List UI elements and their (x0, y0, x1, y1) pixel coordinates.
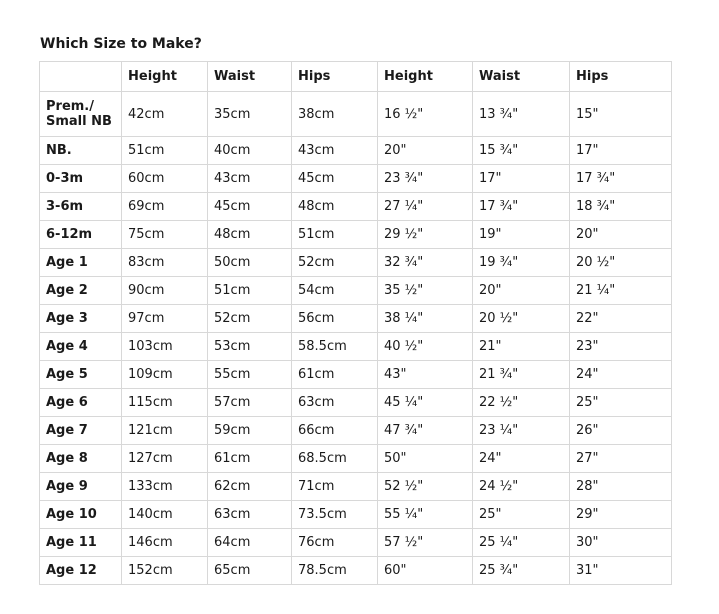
size-label: Age 12 (46, 563, 97, 578)
cell-hips-in: 22" (570, 305, 672, 333)
cell-hips-in: 29" (570, 501, 672, 529)
cell-waist-cm: 48cm (208, 221, 292, 249)
cell-hips-cm: 51cm (292, 221, 378, 249)
size-label: Age 10 (46, 507, 97, 522)
cell-waist-cm: 61cm (208, 445, 292, 473)
cell-hips-cm: 66cm (292, 417, 378, 445)
table-row (40, 557, 672, 585)
cell-hips-in: 27" (570, 445, 672, 473)
cell-waist-in: 19 ¾" (473, 249, 570, 277)
cell-waist-in: 17 ¾" (473, 193, 570, 221)
size-label: 6-12m (46, 227, 93, 242)
cell-height-in: 38 ¼" (378, 305, 473, 333)
table-row (40, 137, 672, 165)
cell-hips-in: 20 ½" (570, 249, 672, 277)
table-row (40, 473, 672, 501)
size-label: 3-6m (46, 199, 84, 214)
size-label: Age 4 (46, 339, 88, 354)
cell-height-cm: 127cm (122, 445, 208, 473)
cell-hips-cm: 71cm (292, 473, 378, 501)
size-label-cell (40, 557, 122, 585)
size-label-cell (40, 333, 122, 361)
cell-height-cm: 60cm (122, 165, 208, 193)
cell-height-in: 55 ¼" (378, 501, 473, 529)
table-row (40, 193, 672, 221)
cell-waist-cm: 51cm (208, 277, 292, 305)
cell-height-cm: 90cm (122, 277, 208, 305)
cell-height-in: 23 ¾" (378, 165, 473, 193)
header-size (40, 62, 122, 92)
cell-height-in: 43" (378, 361, 473, 389)
cell-hips-in: 23" (570, 333, 672, 361)
size-label: Age 1 (46, 255, 88, 270)
table-row (40, 305, 672, 333)
cell-height-in: 16 ½" (378, 92, 473, 137)
cell-waist-cm: 65cm (208, 557, 292, 585)
size-label-cell (40, 305, 122, 333)
cell-hips-in: 28" (570, 473, 672, 501)
cell-hips-cm: 76cm (292, 529, 378, 557)
cell-height-in: 50" (378, 445, 473, 473)
cell-waist-cm: 50cm (208, 249, 292, 277)
table-row (40, 361, 672, 389)
cell-height-in: 47 ¾" (378, 417, 473, 445)
cell-waist-cm: 55cm (208, 361, 292, 389)
size-label-cell (40, 92, 122, 137)
size-label-cell (40, 417, 122, 445)
cell-waist-in: 20" (473, 277, 570, 305)
size-label-cell (40, 445, 122, 473)
cell-height-cm: 103cm (122, 333, 208, 361)
cell-hips-cm: 52cm (292, 249, 378, 277)
cell-height-in: 45 ¼" (378, 389, 473, 417)
cell-hips-cm: 61cm (292, 361, 378, 389)
cell-waist-in: 13 ¾" (473, 92, 570, 137)
table-row (40, 221, 672, 249)
cell-waist-in: 19" (473, 221, 570, 249)
cell-hips-cm: 63cm (292, 389, 378, 417)
header-hips-cm: Hips (292, 62, 378, 92)
table-row (40, 389, 672, 417)
size-label: Age 3 (46, 311, 88, 326)
cell-waist-cm: 62cm (208, 473, 292, 501)
page-title: Which Size to Make? (40, 36, 202, 52)
cell-height-in: 20" (378, 137, 473, 165)
cell-hips-in: 26" (570, 417, 672, 445)
cell-waist-cm: 35cm (208, 92, 292, 137)
cell-height-cm: 83cm (122, 249, 208, 277)
table-row (40, 92, 672, 137)
cell-height-in: 29 ½" (378, 221, 473, 249)
cell-waist-cm: 45cm (208, 193, 292, 221)
cell-waist-cm: 63cm (208, 501, 292, 529)
cell-hips-in: 20" (570, 221, 672, 249)
cell-waist-cm: 53cm (208, 333, 292, 361)
cell-waist-cm: 40cm (208, 137, 292, 165)
cell-height-cm: 69cm (122, 193, 208, 221)
cell-hips-in: 31" (570, 557, 672, 585)
cell-height-cm: 133cm (122, 473, 208, 501)
cell-hips-in: 17 ¾" (570, 165, 672, 193)
header-waist-in: Waist (473, 62, 570, 92)
cell-hips-cm: 54cm (292, 277, 378, 305)
cell-hips-cm: 73.5cm (292, 501, 378, 529)
cell-height-cm: 146cm (122, 529, 208, 557)
cell-waist-in: 25 ¾" (473, 557, 570, 585)
cell-waist-cm: 52cm (208, 305, 292, 333)
size-label-cell (40, 277, 122, 305)
cell-waist-in: 23 ¼" (473, 417, 570, 445)
cell-height-cm: 121cm (122, 417, 208, 445)
cell-hips-cm: 78.5cm (292, 557, 378, 585)
table-row (40, 529, 672, 557)
header-height-cm: Height (122, 62, 208, 92)
cell-height-cm: 115cm (122, 389, 208, 417)
cell-height-cm: 109cm (122, 361, 208, 389)
cell-waist-in: 22 ½" (473, 389, 570, 417)
cell-waist-in: 25 ¼" (473, 529, 570, 557)
size-label: Age 9 (46, 479, 88, 494)
size-label: Age 6 (46, 395, 88, 410)
cell-waist-cm: 64cm (208, 529, 292, 557)
size-label-cell (40, 361, 122, 389)
cell-waist-in: 21" (473, 333, 570, 361)
cell-height-in: 57 ½" (378, 529, 473, 557)
cell-waist-in: 24 ½" (473, 473, 570, 501)
size-label: 0-3m (46, 171, 84, 186)
size-label: NB. (46, 143, 72, 158)
table-row (40, 333, 672, 361)
cell-hips-in: 18 ¾" (570, 193, 672, 221)
size-label-cell (40, 165, 122, 193)
size-label-cell (40, 221, 122, 249)
header-hips-in: Hips (570, 62, 672, 92)
size-label-cell (40, 389, 122, 417)
cell-waist-in: 25" (473, 501, 570, 529)
cell-hips-in: 17" (570, 137, 672, 165)
size-label: Age 2 (46, 283, 88, 298)
cell-hips-in: 30" (570, 529, 672, 557)
cell-waist-in: 15 ¾" (473, 137, 570, 165)
size-label-cell (40, 529, 122, 557)
cell-height-cm: 42cm (122, 92, 208, 137)
cell-height-in: 32 ¾" (378, 249, 473, 277)
cell-waist-cm: 57cm (208, 389, 292, 417)
header-row (40, 62, 672, 92)
cell-hips-cm: 68.5cm (292, 445, 378, 473)
cell-height-in: 27 ¼" (378, 193, 473, 221)
cell-hips-in: 21 ¼" (570, 277, 672, 305)
size-label: Age 7 (46, 423, 88, 438)
cell-hips-cm: 38cm (292, 92, 378, 137)
cell-height-cm: 97cm (122, 305, 208, 333)
table-row (40, 417, 672, 445)
table-row (40, 277, 672, 305)
cell-hips-cm: 48cm (292, 193, 378, 221)
table-row (40, 249, 672, 277)
cell-hips-in: 24" (570, 361, 672, 389)
cell-waist-in: 20 ½" (473, 305, 570, 333)
size-label-cell (40, 193, 122, 221)
table-row (40, 165, 672, 193)
cell-height-in: 52 ½" (378, 473, 473, 501)
size-label-cell (40, 473, 122, 501)
size-label: Age 5 (46, 367, 88, 382)
size-label: Age 8 (46, 451, 88, 466)
cell-hips-cm: 58.5cm (292, 333, 378, 361)
cell-height-cm: 152cm (122, 557, 208, 585)
header-waist-cm: Waist (208, 62, 292, 92)
cell-height-in: 40 ½" (378, 333, 473, 361)
table-row (40, 501, 672, 529)
cell-waist-in: 17" (473, 165, 570, 193)
cell-height-cm: 140cm (122, 501, 208, 529)
cell-hips-in: 25" (570, 389, 672, 417)
cell-hips-cm: 43cm (292, 137, 378, 165)
size-label: Prem./ Small NB (46, 99, 112, 129)
cell-waist-in: 24" (473, 445, 570, 473)
table-row (40, 445, 672, 473)
cell-height-cm: 75cm (122, 221, 208, 249)
size-label-cell (40, 249, 122, 277)
size-label-cell (40, 501, 122, 529)
cell-height-in: 35 ½" (378, 277, 473, 305)
header-height-in: Height (378, 62, 473, 92)
cell-hips-cm: 56cm (292, 305, 378, 333)
size-chart-table (39, 61, 672, 585)
cell-waist-cm: 59cm (208, 417, 292, 445)
cell-waist-in: 21 ¾" (473, 361, 570, 389)
cell-hips-cm: 45cm (292, 165, 378, 193)
cell-height-in: 60" (378, 557, 473, 585)
size-label: Age 11 (46, 535, 97, 550)
cell-hips-in: 15" (570, 92, 672, 137)
cell-height-cm: 51cm (122, 137, 208, 165)
cell-waist-cm: 43cm (208, 165, 292, 193)
size-label-cell (40, 137, 122, 165)
